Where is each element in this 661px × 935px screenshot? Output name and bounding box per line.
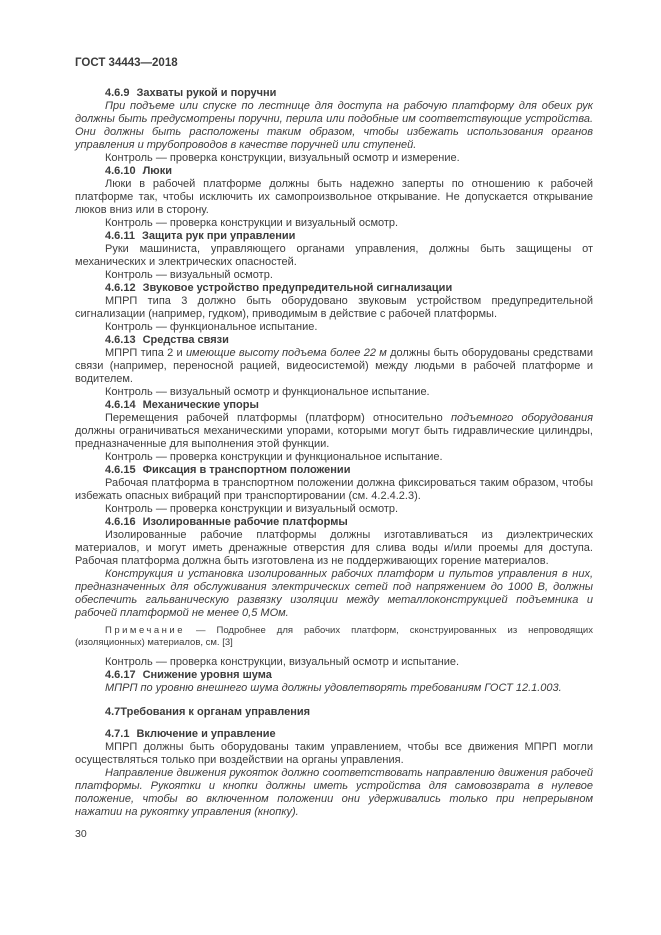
section-heading-4-6-17	[75, 669, 593, 682]
paragraph: При подъеме или спуске по лестнице для доступа на рабочую платформу для обеих рук должны быть предусмотрены поручни, перила или подобные им соответствующие устройства. Они должны быть расположены таким образом, чтобы избежать использования органов управления и трубопроводов в качестве поручней или ступеней.	[75, 100, 593, 151]
section-heading-4-6-9	[75, 87, 593, 100]
text-run: МПРП типа 2 и	[105, 347, 186, 359]
heading-number: 4.6.11	[105, 230, 135, 242]
heading-number: 4.6.17	[105, 669, 136, 681]
heading-title: Фиксация в транспортном положении	[142, 464, 351, 476]
paragraph: Конструкция и установка изолированных рабочих платформ и пультов управления в них, предназначенных для обслуживания электрических сетей под напряжением до 1000 В, должны обеспечить гальваническую развязку изоляции между металлоконструкцией подъемника и рабочей платформой не менее 0,5 МОм.	[75, 568, 593, 619]
heading-title: Средства связи	[142, 334, 229, 346]
italic-phrase: подъемного оборудования	[451, 412, 593, 424]
section-heading-4-6-10	[75, 165, 593, 178]
paragraph: Изолированные рабочие платформы должны изготавливаться из диэлектрических материалов, и могут иметь дренажные отверстия для слива воды и/или проемы для доступа. Рабочая платформа должна быть изготовлена из не поддерживающих горение материалов.	[75, 529, 593, 567]
section-heading-4-7	[75, 706, 593, 719]
control-line: Контроль — проверка конструкции и функциональное испытание.	[105, 451, 443, 463]
control-line: Контроль — визуальный осмотр и функциональное испытание.	[105, 386, 430, 398]
paragraph: Направление движения рукояток должно соответствовать направлению движения рабочей платформы. Рукоятки и кнопки должны иметь устройства для самовозврата в нулевое положение, чтобы во включенном положении они удерживались только при непрерывном нажатии на рукоятку управления (кнопку).	[75, 767, 593, 818]
heading-title: Захваты рукой и поручни	[136, 87, 277, 99]
heading-number: 4.6.14	[105, 399, 136, 411]
heading-title: Требования к органам управления	[120, 706, 311, 718]
section-heading-4-6-15	[75, 464, 593, 477]
paragraph: Руки машиниста, управляющего органами управления, должны быть защищены от механических и электрических опасностей.	[75, 243, 593, 268]
doc-header: ГОСТ 34443—2018	[75, 57, 178, 69]
heading-number: 4.6.12	[105, 282, 136, 294]
section-heading-4-6-13	[75, 334, 593, 347]
note-label: Примечание	[105, 625, 185, 636]
heading-number: 4.6.13	[105, 334, 136, 346]
heading-title: Звуковое устройство предупредительной сигнализации	[142, 282, 453, 294]
note-text: — Подробнее для рабочих платформ, сконструированных из непроводящих (изоляционных) материалов, см. [3]	[75, 625, 593, 648]
heading-title: Механические упоры	[142, 399, 259, 411]
heading-number: 4.7.1	[105, 728, 130, 740]
paragraph: Рабочая платформа в транспортном положении должна фиксироваться таким образом, чтобы избежать опасных вибраций при транспортировании (см. 4.2.4.2.3).	[75, 477, 593, 502]
text-run: Перемещения рабочей платформы (платформ) относительно	[105, 412, 451, 424]
heading-title: Защита рук при управлении	[141, 230, 296, 242]
heading-number: 4.6.15	[105, 464, 136, 476]
section-heading-4-6-16	[75, 516, 593, 529]
text-run: должны быть оборудованы средствами связи (например, переносной рацией, видеосистемой) между людьми в рабочей платформе и водителем.	[75, 347, 593, 385]
page-number: 30	[75, 828, 87, 840]
section-heading-4-6-14	[75, 399, 593, 412]
paragraph: МПРП типа 3 должно быть оборудовано звуковым устройством предупредительной сигнализации (например, гудком), приводимым в действие с рабочей платформы.	[75, 295, 593, 320]
control-line: Контроль — проверка конструкции, визуальный осмотр и измерение.	[105, 152, 460, 164]
note	[75, 625, 593, 649]
section-heading-4-6-12	[75, 282, 593, 295]
text-run: должны ограничиваться механическими упорами, которыми могут быть гидравлические цилиндры, предназначенные для выполнения этой функции.	[75, 425, 593, 450]
control-line: Контроль — проверка конструкции и визуальный осмотр.	[105, 503, 399, 515]
italic-phrase: имеющие высоту подъема более 22 м	[185, 347, 387, 359]
paragraph	[75, 347, 593, 386]
heading-number: 4.6.10	[105, 165, 136, 177]
control-line: Контроль — функциональное испытание.	[105, 321, 318, 333]
heading-number: 4.7	[105, 706, 121, 718]
paragraph	[75, 412, 593, 451]
control-line: Контроль — проверка конструкции и визуальный осмотр.	[105, 217, 399, 229]
paragraph: МПРП по уровню внешнего шума должны удовлетворять требованиям ГОСТ 12.1.003.	[105, 682, 562, 694]
paragraph: Люки в рабочей платформе должны быть надежно заперты по отношению к рабочей платформе так, чтобы исключить их самопроизвольное открывание. Не допускается открывание люков вниз или в сторону.	[75, 178, 593, 216]
heading-title: Люки	[142, 165, 172, 177]
heading-title: Включение и управление	[136, 728, 276, 740]
section-heading-4-6-11	[75, 230, 593, 243]
control-line: Контроль — проверка конструкции, визуальный осмотр и испытание.	[105, 656, 460, 668]
paragraph: МПРП должны быть оборудованы таким управлением, чтобы все движения МПРП могли осуществляться только при воздействии на органы управления.	[75, 741, 593, 766]
section-heading-4-7-1	[75, 728, 593, 741]
heading-number: 4.6.16	[105, 516, 136, 528]
heading-title: Изолированные рабочие платформы	[142, 516, 348, 528]
heading-number: 4.6.9	[105, 87, 130, 99]
control-line: Контроль — визуальный осмотр.	[105, 269, 273, 281]
heading-title: Снижение уровня шума	[142, 669, 272, 681]
